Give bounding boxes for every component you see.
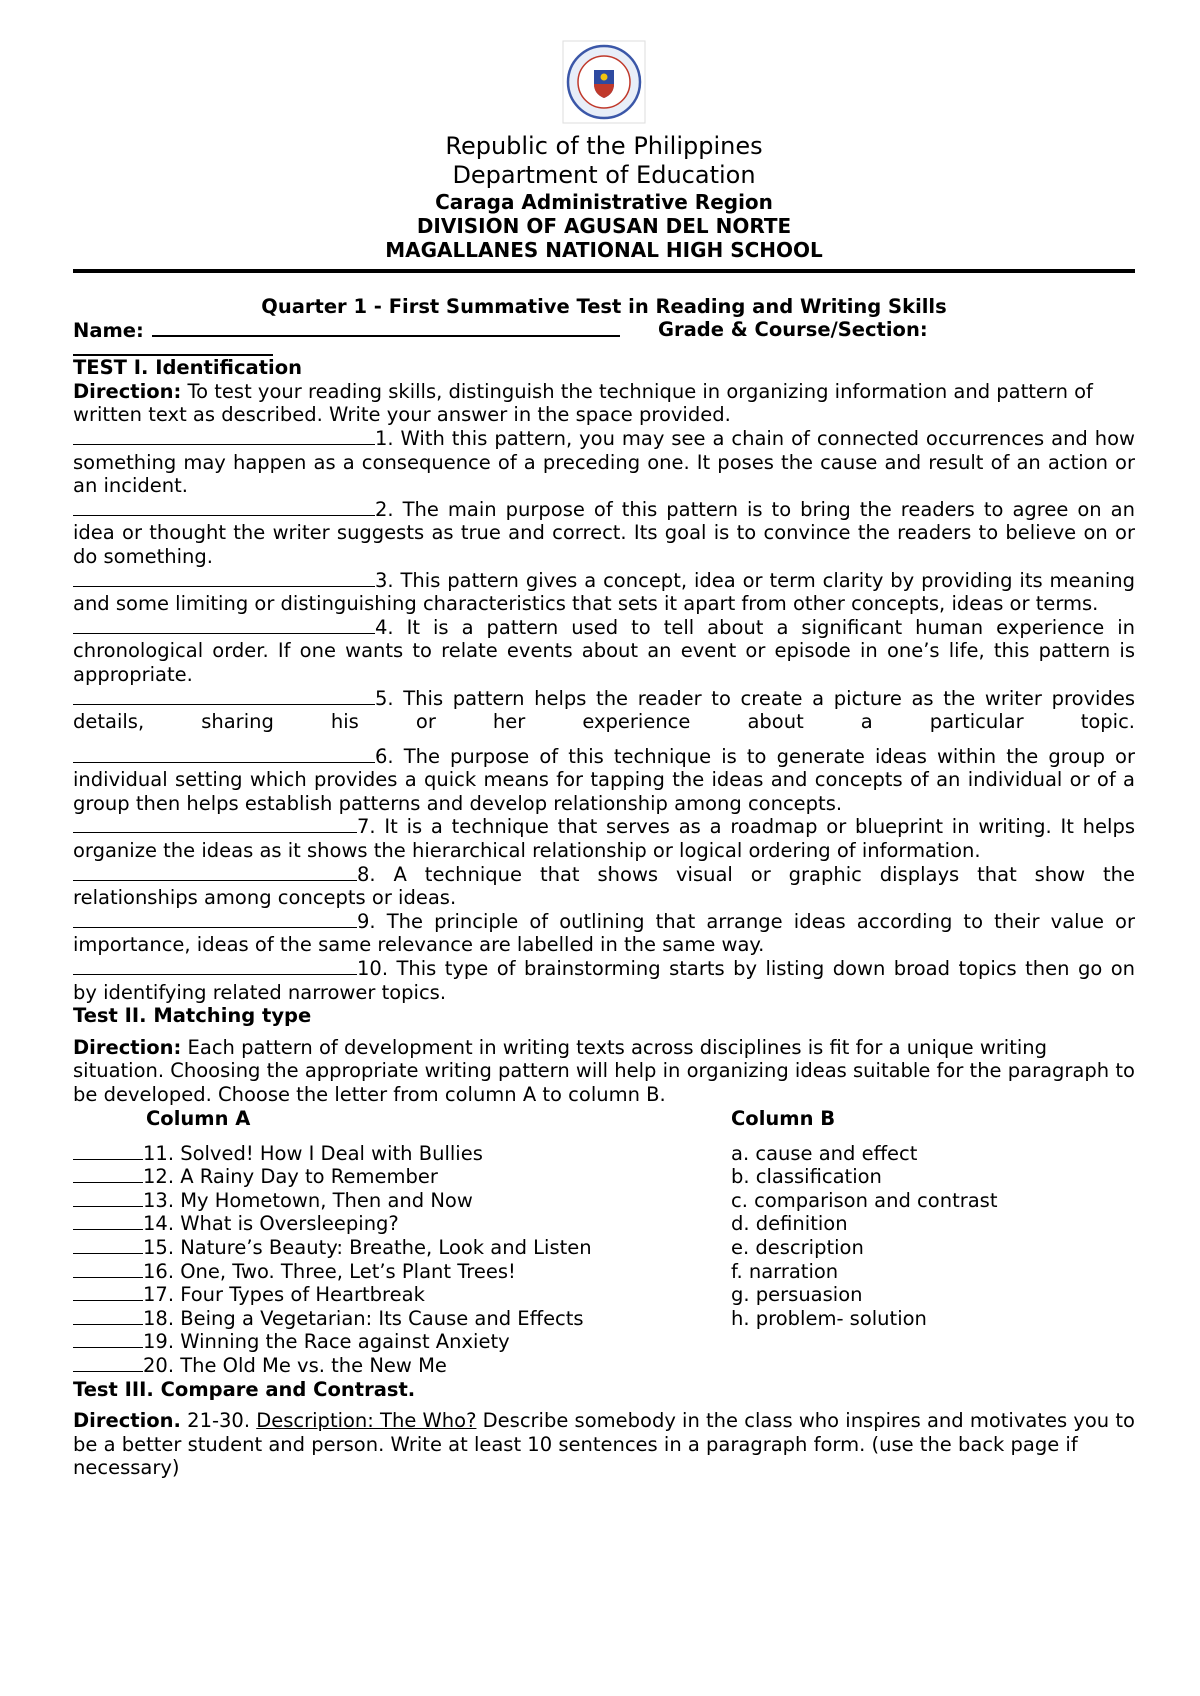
header-line-4: DIVISION OF AGUSAN DEL NORTE (416, 213, 792, 238)
answer-blank[interactable] (73, 910, 357, 928)
match-row (73, 1236, 1135, 1260)
answer-blank[interactable] (73, 815, 357, 833)
match-blank[interactable] (73, 1165, 143, 1183)
test2-direction (73, 1036, 1135, 1107)
match-blank[interactable] (73, 1212, 143, 1230)
column-a-item: 11. Solved! How I Deal with Bullies (143, 1141, 483, 1165)
deped-seal-icon (562, 40, 646, 124)
name-blank[interactable] (152, 318, 620, 337)
id-item-4 (73, 616, 1135, 687)
test1-direction (73, 380, 1135, 427)
column-b-item: g. persuasion (731, 1283, 863, 1307)
grade-label: Grade & Course/Section: (658, 318, 928, 342)
id-item-text: 10. This type of brainstorming starts by listing down broad topics then go on by identifying related narrower topics. (73, 957, 1135, 1004)
letterhead (73, 132, 1135, 262)
header-line-2: Department of Education (452, 160, 756, 189)
match-blank[interactable] (73, 1330, 143, 1348)
match-row (73, 1142, 1135, 1166)
id-item-text: 1. With this pattern, you may see a chain of connected occurrences and how something may happen as a consequence of a preceding one. It poses the cause and result of an action or an incident. (73, 426, 1135, 498)
document-content (73, 40, 1135, 1480)
match-blank[interactable] (73, 1189, 143, 1207)
test3-direction-range: 21-30. (180, 1409, 257, 1433)
test3-direction (73, 1409, 1135, 1480)
answer-blank[interactable] (73, 863, 357, 881)
id-item-8 (73, 863, 1135, 910)
id-item-text: 6. The purpose of this technique is to generate ideas within the group or individual setting which provides a quick means for tapping the ideas and concepts of an individual or of a group then helps establish patterns and develop relationship among concepts. (73, 744, 1135, 815)
header-divider (73, 269, 1135, 273)
test2-title: Test II. Matching type (73, 1004, 312, 1028)
column-a-item: 16. One, Two. Three, Let’s Plant Trees! (143, 1259, 516, 1283)
test3-title: Test III. Compare and Contrast. (73, 1377, 416, 1401)
column-a-item: 15. Nature’s Beauty: Breathe, Look and Listen (143, 1235, 592, 1259)
match-blank[interactable] (73, 1260, 143, 1278)
answer-blank[interactable] (73, 616, 375, 634)
id-item-text: 8. A technique that shows visual or graphic displays that show the relationships among concepts or ideas. (73, 862, 1135, 910)
match-row (73, 1330, 1135, 1354)
header-line-3: Caraga Administrative Region (435, 189, 773, 214)
test2-direction-label: Direction: (73, 1035, 182, 1059)
id-item-10 (73, 957, 1135, 1004)
match-blank[interactable] (73, 1354, 143, 1372)
test3-direction-label: Direction. (73, 1409, 181, 1433)
column-b-item: c. comparison and contrast (731, 1188, 998, 1212)
test1-title: TEST I. Identification (73, 356, 302, 380)
id-item-text: 9. The principle of outlining that arrange ideas according to their value or importance, ideas of the same relevance are labelled in the same way. (73, 909, 1135, 957)
match-row (73, 1307, 1135, 1331)
column-a-item: 14. What is Oversleeping? (143, 1212, 399, 1236)
test1-direction-label: Direction: (73, 379, 182, 403)
answer-blank[interactable] (73, 498, 375, 516)
match-row (73, 1283, 1135, 1307)
id-item-7 (73, 815, 1135, 862)
section-blank[interactable] (73, 342, 273, 356)
name-row (73, 318, 1135, 342)
answer-blank[interactable] (73, 427, 375, 445)
column-a-label: Column A (146, 1106, 251, 1130)
column-b-item: f. narration (731, 1259, 839, 1283)
column-b-item: b. classification (731, 1165, 882, 1189)
name-label: Name: (73, 319, 144, 343)
match-blank[interactable] (73, 1307, 143, 1325)
id-item-1 (73, 427, 1135, 498)
column-a-item: 18. Being a Vegetarian: Its Cause and Effects (143, 1306, 584, 1330)
identification-items (73, 427, 1135, 1004)
column-headers (73, 1107, 1135, 1131)
column-b-item: h. problem- solution (731, 1306, 927, 1330)
id-item-6 (73, 745, 1135, 816)
test3-direction-text: Describe somebody in the class who inspires and motivates you to be a better student and person. Write at least 10 sentences in a paragraph form. (use the back page if necessary) (73, 1409, 1135, 1480)
test3-direction-title: Description: The Who? (256, 1409, 477, 1433)
match-blank[interactable] (73, 1142, 143, 1160)
column-b-label: Column B (731, 1106, 836, 1130)
answer-blank[interactable] (73, 687, 375, 705)
column-a-item: 12. A Rainy Day to Remember (143, 1165, 438, 1189)
id-item-text: 3. This pattern gives a concept, idea or term clarity by providing its meaning and some limiting or distinguishing characteristics that sets it apart from other concepts, ideas or terms. (73, 568, 1135, 616)
column-a-item: 17. Four Types of Heartbreak (143, 1283, 425, 1307)
id-item-2 (73, 498, 1135, 569)
id-item-9 (73, 910, 1135, 957)
test1-direction-text: To test your reading skills, distinguish the technique in organizing information and pattern of written text as described. Write your answer in the space provided. (73, 379, 1093, 427)
column-a-item: 13. My Hometown, Then and Now (143, 1188, 473, 1212)
match-blank[interactable] (73, 1283, 143, 1301)
column-b-item: a. cause and effect (731, 1141, 918, 1165)
id-item-text: 5. This pattern helps the reader to create a picture as the writer provides details, sharing his or her experience about a particular topic. (73, 686, 1135, 734)
match-row (73, 1260, 1135, 1284)
test2-direction-text: Each pattern of development in writing texts across disciplines is fit for a unique writing situation. Choosing the appropriate writing pattern will help in organizing ideas suitable for the paragraph to be developed. Choose the letter from column A to column B. (73, 1035, 1135, 1106)
answer-blank[interactable] (73, 745, 375, 763)
id-item-5 (73, 687, 1135, 734)
id-item-3 (73, 569, 1135, 616)
match-row (73, 1354, 1135, 1378)
id-item-text: 7. It is a technique that serves as a roadmap or blueprint in writing. It helps organize the ideas as it shows the hierarchical relationship or logical ordering of information. (73, 815, 1135, 863)
column-b-item: d. definition (731, 1212, 848, 1236)
match-row (73, 1212, 1135, 1236)
matching-columns (73, 1142, 1135, 1378)
match-blank[interactable] (73, 1236, 143, 1254)
answer-blank[interactable] (73, 957, 357, 975)
column-b-item: e. description (731, 1235, 864, 1259)
test-title: Quarter 1 - First Summative Test in Reading and Writing Skills (261, 294, 947, 318)
answer-blank[interactable] (73, 569, 375, 587)
match-row (73, 1189, 1135, 1213)
header-line-1: Republic of the Philippines (445, 132, 763, 160)
header-line-5: MAGALLANES NATIONAL HIGH SCHOOL (385, 237, 823, 262)
match-row (73, 1165, 1135, 1189)
id-item-text: 4. It is a pattern used to tell about a significant human experience in chronological order. If one wants to relate events about an event or episode in one’s life, this pattern is appropriate. (73, 615, 1135, 686)
column-a-item: 19. Winning the Race against Anxiety (143, 1330, 510, 1354)
id-item-text: 2. The main purpose of this pattern is to bring the readers to agree on an idea or thought the writer suggests as true and correct. Its goal is to convince the readers to believe on or do something. (73, 497, 1135, 568)
column-a-item: 20. The Old Me vs. the New Me (143, 1353, 447, 1377)
